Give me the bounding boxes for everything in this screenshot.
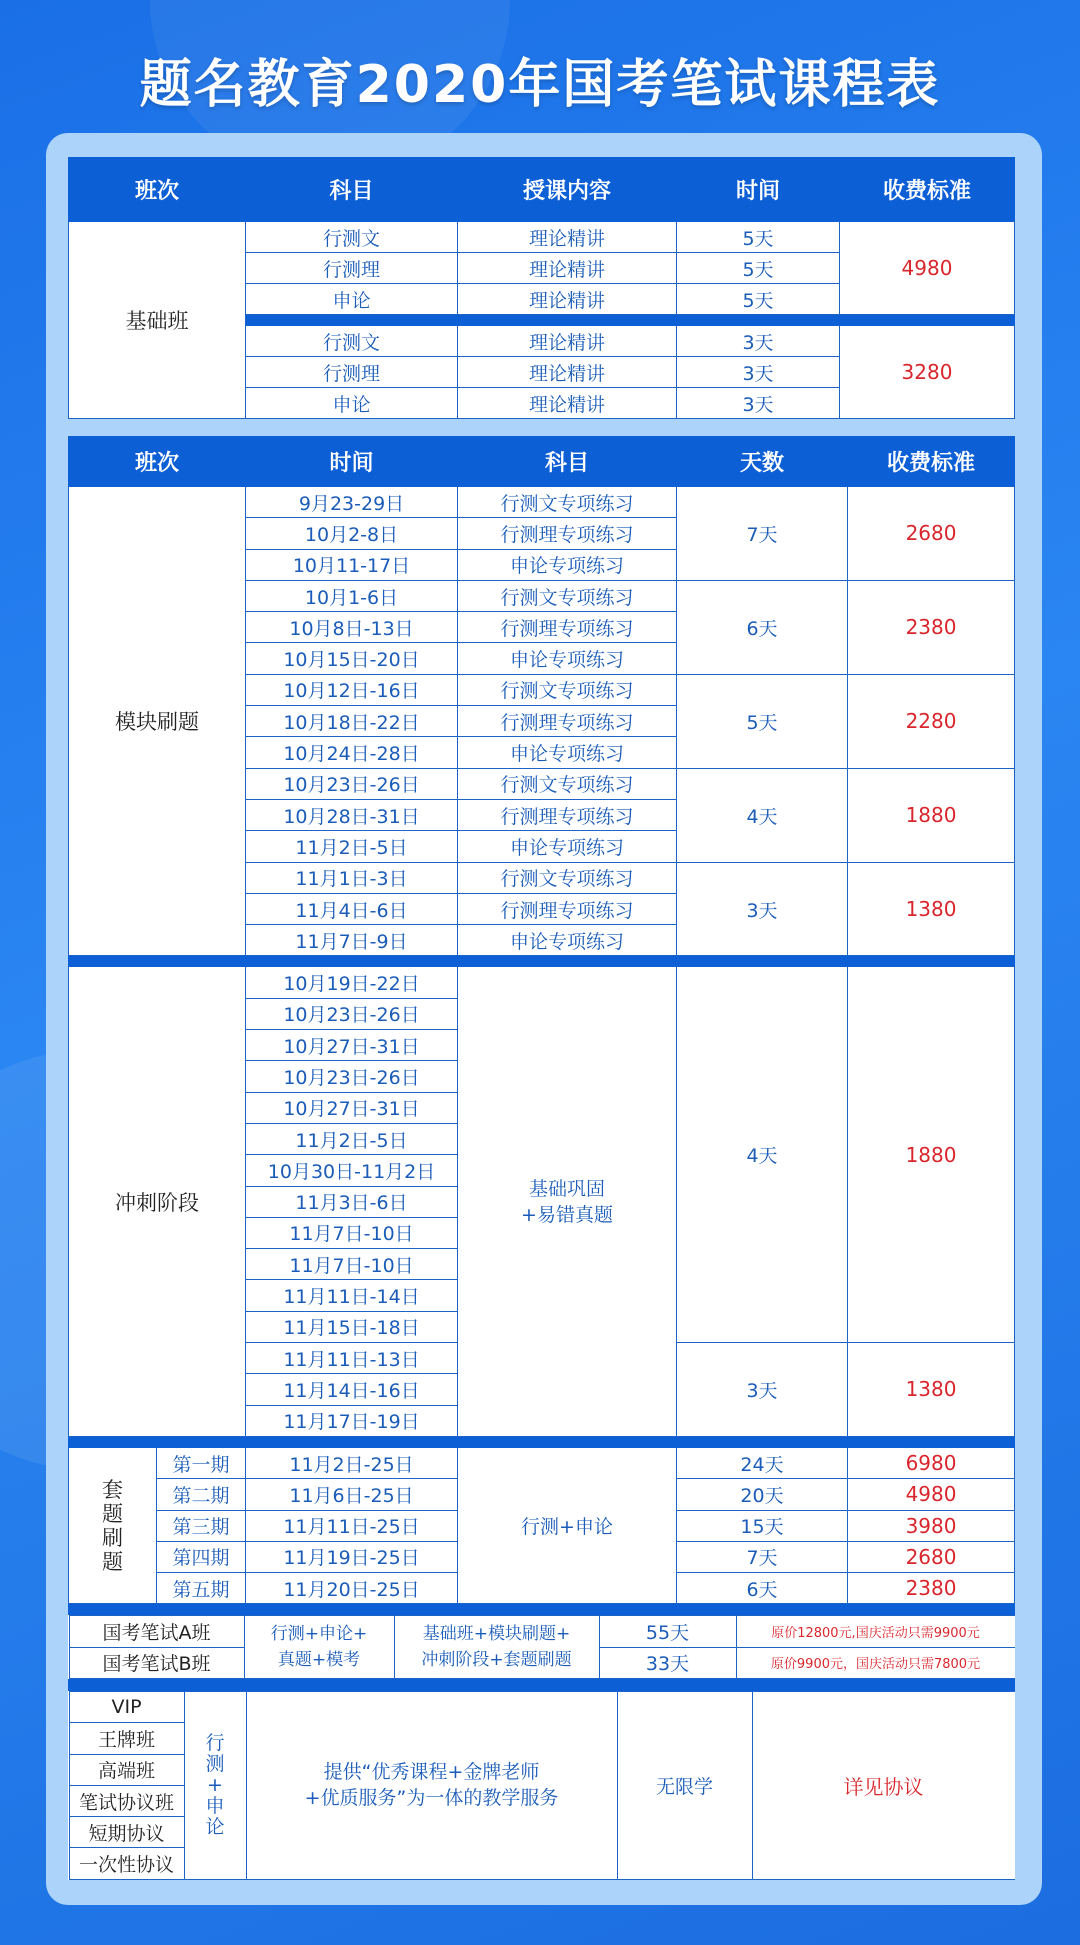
days-cell: 4天	[677, 967, 848, 1343]
ab-class-table	[69, 1615, 1015, 1679]
subject-cell: 行测+申论	[458, 1447, 677, 1603]
price-cell: 2280	[848, 674, 1015, 768]
row-separator	[69, 956, 1015, 967]
date-cell: 10月23日-26日	[246, 1061, 458, 1092]
header-subject: 科目	[246, 158, 458, 222]
header-time: 时间	[246, 437, 458, 487]
header-content: 授课内容	[458, 158, 677, 222]
days-cell: 5天	[677, 674, 848, 768]
vip-class-cell: 一次性协议	[69, 1848, 184, 1879]
content-cell	[394, 1616, 599, 1679]
price-cell: 2680	[848, 1541, 1015, 1572]
days-cell: 15天	[677, 1510, 848, 1541]
header-class: 班次	[69, 437, 246, 487]
date-cell: 10月8日-13日	[246, 612, 458, 643]
date-cell: 11月4日-6日	[246, 893, 458, 924]
price-cell: 1880	[848, 768, 1015, 862]
date-cell: 10月27日-31日	[246, 1092, 458, 1123]
table-row	[69, 487, 1015, 518]
days-cell: 4天	[677, 768, 848, 862]
price-cell: 4980	[840, 222, 1015, 315]
subject-cell: 行测文专项练习	[458, 580, 677, 611]
time-cell: 3天	[677, 326, 840, 357]
period-cell: 第一期	[157, 1447, 246, 1478]
days-cell: 7天	[677, 487, 848, 581]
class-name-sprint: 冲刺阶段	[69, 967, 246, 1436]
date-cell: 11月6日-25日	[246, 1479, 458, 1510]
description-line: +优质服务”为一体的教学服务	[304, 1787, 559, 1810]
header-days: 天数	[677, 437, 848, 487]
price-cell: 2680	[848, 487, 1015, 581]
period-cell: 第五期	[157, 1573, 246, 1604]
date-cell: 11月2日-5日	[246, 831, 458, 862]
subject-cell: 行测理	[246, 253, 458, 284]
vip-table	[69, 1691, 1015, 1880]
price-cell: 4980	[848, 1479, 1015, 1510]
class-name-b: 国考笔试B班	[69, 1647, 244, 1678]
class-name-set	[69, 1447, 157, 1603]
subject-char: 测	[205, 1752, 225, 1775]
subject-cell: 行测理专项练习	[458, 799, 677, 830]
subject-cell: 申论	[246, 388, 458, 419]
date-cell: 11月11日-25日	[246, 1510, 458, 1541]
header-time: 时间	[677, 158, 840, 222]
vip-block	[69, 1690, 1015, 1879]
days-cell: 33天	[599, 1647, 736, 1678]
subject-cell: 行测理专项练习	[458, 612, 677, 643]
date-cell: 11月3日-6日	[246, 1186, 458, 1217]
date-cell: 10月24日-28日	[246, 737, 458, 768]
header-fee: 收费标准	[840, 158, 1015, 222]
subject-cell: 行测文专项练习	[458, 487, 677, 518]
time-cell: 3天	[677, 357, 840, 388]
date-cell: 11月11日-13日	[246, 1343, 458, 1374]
subject-cell: 行测文专项练习	[458, 768, 677, 799]
subject-cell: 行测文专项练习	[458, 862, 677, 893]
date-cell: 11月15日-18日	[246, 1311, 458, 1342]
price-cell: 详见协议	[752, 1691, 1015, 1879]
description-cell	[246, 1691, 617, 1879]
days-cell: 3天	[677, 862, 848, 956]
subject-cell: 行测理	[246, 357, 458, 388]
class-name-a: 国考笔试A班	[69, 1616, 244, 1647]
date-cell: 10月11-17日	[246, 549, 458, 580]
period-cell: 第四期	[157, 1541, 246, 1572]
subject-line: 真题+模考	[277, 1650, 361, 1671]
subject-cell: 申论专项练习	[458, 643, 677, 674]
price-cell: 2380	[848, 1573, 1015, 1604]
subject-cell: 行测理专项练习	[458, 518, 677, 549]
date-cell: 11月20日-25日	[246, 1573, 458, 1604]
subject-line: +易错真题	[521, 1203, 613, 1226]
basic-class-table	[68, 157, 1015, 419]
subject-cell: 行测文	[246, 326, 458, 357]
subject-cell: 申论专项练习	[458, 925, 677, 956]
price-cell: 1380	[848, 1343, 1015, 1437]
time-cell: 5天	[677, 284, 840, 315]
subject-cell: 申论专项练习	[458, 737, 677, 768]
content-cell: 理论精讲	[458, 326, 677, 357]
price-cell: 原价12800元,国庆活动只需9900元	[736, 1616, 1015, 1647]
content-cell: 理论精讲	[458, 357, 677, 388]
subject-cell	[244, 1616, 394, 1679]
table-row	[69, 1691, 1015, 1722]
class-name-char: 题	[102, 1501, 123, 1526]
price-cell: 2380	[848, 580, 1015, 674]
table-row	[69, 1447, 1015, 1478]
main-schedule-table	[68, 436, 1015, 1880]
date-cell: 10月1-6日	[246, 580, 458, 611]
vip-class-cell: 王牌班	[69, 1723, 184, 1754]
days-cell: 6天	[677, 580, 848, 674]
vip-class-cell: 高端班	[69, 1754, 184, 1785]
class-name-char: 刷	[102, 1525, 123, 1550]
subject-char: +	[207, 1773, 223, 1796]
days-cell: 20天	[677, 1479, 848, 1510]
date-cell: 10月23日-26日	[246, 768, 458, 799]
content-cell: 理论精讲	[458, 222, 677, 253]
subject-char: 论	[205, 1815, 225, 1838]
period-cell: 第二期	[157, 1479, 246, 1510]
date-cell: 10月15日-20日	[246, 643, 458, 674]
subject-char: 申	[205, 1794, 225, 1817]
content-line: 冲刺阶段+套题刷题	[421, 1650, 572, 1671]
subject-cell: 申论专项练习	[458, 549, 677, 580]
subject-cell: 行测理专项练习	[458, 706, 677, 737]
days-cell: 24天	[677, 1447, 848, 1478]
date-cell: 11月14日-16日	[246, 1374, 458, 1405]
days-cell: 55天	[599, 1616, 736, 1647]
content-cell: 理论精讲	[458, 284, 677, 315]
table-row	[69, 1690, 1015, 1879]
description-line: 提供“优秀课程+金牌老师	[323, 1761, 540, 1784]
price-cell: 1380	[848, 862, 1015, 956]
date-cell: 11月11日-14日	[246, 1280, 458, 1311]
class-name-char: 套	[102, 1477, 123, 1502]
header-fee: 收费标准	[848, 437, 1015, 487]
ab-class-block	[69, 1615, 1015, 1680]
date-cell: 9月23-29日	[246, 487, 458, 518]
class-name-char: 题	[102, 1549, 123, 1574]
subject-cell: 行测文	[246, 222, 458, 253]
date-cell: 11月7日-9日	[246, 925, 458, 956]
date-cell: 10月30日-11月2日	[246, 1155, 458, 1186]
vip-class-cell: 笔试协议班	[69, 1785, 184, 1816]
content-line: 基础班+模块刷题+	[422, 1624, 571, 1645]
vip-class-cell: VIP	[69, 1691, 184, 1722]
header-class: 班次	[69, 158, 246, 222]
page-title: 题名教育2020年国考笔试课程表	[139, 55, 941, 115]
vip-class-cell: 短期协议	[69, 1817, 184, 1848]
price-cell: 3280	[840, 326, 1015, 419]
date-cell: 11月17日-19日	[246, 1405, 458, 1436]
price-cell: 3980	[848, 1510, 1015, 1541]
subject-cell: 申论	[246, 284, 458, 315]
date-cell: 11月2日-5日	[246, 1123, 458, 1154]
time-cell: 无限学	[617, 1691, 752, 1879]
subject-cell: 行测理专项练习	[458, 893, 677, 924]
content-cell: 理论精讲	[458, 388, 677, 419]
date-cell: 10月28日-31日	[246, 799, 458, 830]
date-cell: 11月19日-25日	[246, 1541, 458, 1572]
days-cell: 6天	[677, 1573, 848, 1604]
date-cell: 10月12日-16日	[246, 674, 458, 705]
row-separator	[69, 1679, 1015, 1690]
date-cell: 10月19日-22日	[246, 967, 458, 998]
date-cell: 10月2-8日	[246, 518, 458, 549]
date-cell: 11月7日-10日	[246, 1249, 458, 1280]
table-row	[69, 222, 1015, 253]
subject-char: 行	[205, 1731, 225, 1754]
row-separator	[69, 1604, 1015, 1615]
subject-cell: 行测文专项练习	[458, 674, 677, 705]
subject-line: 行测+申论+	[270, 1624, 368, 1645]
subject-cell: 申论专项练习	[458, 831, 677, 862]
table-row	[69, 967, 1015, 998]
subject-cell	[458, 967, 677, 1436]
date-cell: 11月7日-10日	[246, 1217, 458, 1248]
days-cell: 3天	[677, 1343, 848, 1437]
price-cell: 1880	[848, 967, 1015, 1343]
date-cell: 10月27日-31日	[246, 1030, 458, 1061]
period-cell: 第三期	[157, 1510, 246, 1541]
table-row	[69, 1616, 1015, 1647]
date-cell: 11月2日-25日	[246, 1447, 458, 1478]
price-cell: 原价9900元，国庆活动只需7800元	[736, 1647, 1015, 1678]
table-row	[69, 1615, 1015, 1680]
date-cell: 10月18日-22日	[246, 706, 458, 737]
class-name-module: 模块刷题	[69, 487, 246, 956]
subject-line: 基础巩固	[529, 1177, 606, 1200]
days-cell: 7天	[677, 1541, 848, 1572]
time-cell: 5天	[677, 222, 840, 253]
time-cell: 5天	[677, 253, 840, 284]
time-cell: 3天	[677, 388, 840, 419]
class-name-basic: 基础班	[69, 222, 246, 419]
content-cell: 理论精讲	[458, 253, 677, 284]
date-cell: 11月1日-3日	[246, 862, 458, 893]
price-cell: 6980	[848, 1447, 1015, 1478]
date-cell: 10月23日-26日	[246, 998, 458, 1029]
header-subject: 科目	[458, 437, 677, 487]
row-separator	[69, 1436, 1015, 1447]
subject-cell	[184, 1691, 246, 1879]
